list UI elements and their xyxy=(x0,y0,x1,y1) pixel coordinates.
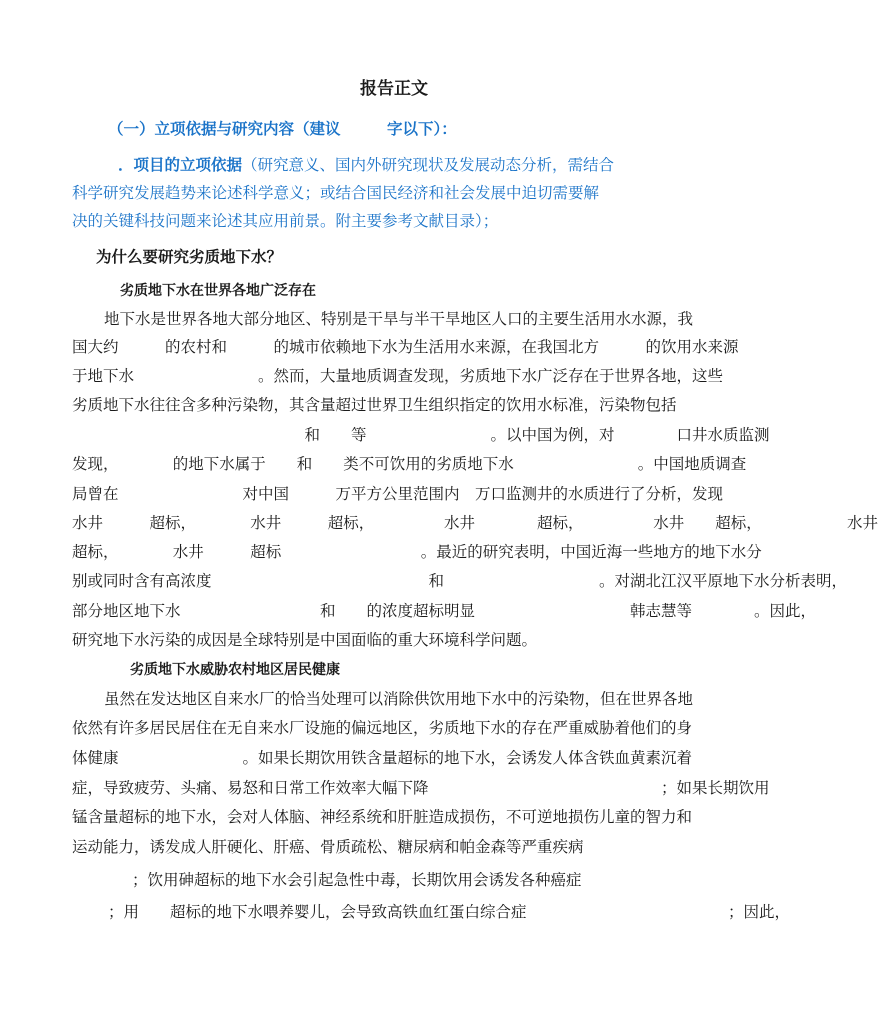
subsection-a-line: 部分地区地下水 和 的浓度超标明显 韩志慧等 。因此， xyxy=(72,602,817,620)
subsection-a-line: 发现， 的地下水属于 和 类不可饮用的劣质地下水 。中国地质调查 xyxy=(72,455,747,473)
item-one-line-3: 决的关键科技问题来论述其应用前景。附主要参考文献目录）； xyxy=(72,212,499,230)
subsection-b-line: 虽然在发达地区自来水厂的恰当处理可以消除供饮用地下水中的污染物，但在世界各地 xyxy=(104,690,694,708)
question-heading: 为什么要研究劣质地下水？ xyxy=(96,247,283,266)
subsection-b-line: ；用 超标的地下水喂养婴儿，会导致高铁血红蛋白综合症 ；因此， xyxy=(108,903,791,921)
subsection-a-line: 劣质地下水往往含多种污染物，其含量超过世界卫生组织指定的饮用水标准，污染物包括 xyxy=(72,396,677,414)
item-one-line-2: 科学研究发展趋势来论述科学意义；或结合国民经济和社会发展中迫切需要解 xyxy=(72,184,600,202)
item-one-desc-1: （研究意义、国内外研究现状及发展动态分析，需结合 xyxy=(242,156,615,174)
subsection-a-line: 别或同时含有高浓度 和 。对湖北江汉平原地下水分析表明， xyxy=(72,572,848,590)
subsection-b-line: 体健康 。如果长期饮用铁含量超标的地下水，会诱发人体含铁血黄素沉着 xyxy=(72,749,693,767)
subsection-a-line: 国大约 的农村和 的城市依赖地下水为生活用水来源，在我国北方 的饮用水来源 xyxy=(72,338,739,356)
report-title: 报告正文 xyxy=(360,79,428,99)
subsection-a-line: 超标， 水井 超标 。最近的研究表明，中国近海一些地方的地下水分 xyxy=(72,543,762,561)
subsection-a-line: 于地下水 。然而，大量地质调查发现，劣质地下水广泛存在于世界各地，这些 xyxy=(72,367,724,385)
section-one-heading: （一）立项依据与研究内容（建议 字以下）： xyxy=(108,119,457,138)
subsection-a-line: 水井 超标， 水井 超标， 水井 超标， 水井 超标， 水井 xyxy=(72,514,878,532)
subsection-b-line: 症，导致疲劳、头痛、易怒和日常工作效率大幅下降 ；如果长期饮用 xyxy=(72,779,770,797)
subsection-b-line: 锰含量超标的地下水，会对人体脑、神经系统和肝脏造成损伤，不可逆地损伤儿童的智力和 xyxy=(72,808,693,826)
subsection-b-line: ；饮用砷超标的地下水会引起急性中毒，长期饮用会诱发各种癌症 xyxy=(132,871,582,889)
item-one-label: ．项目的立项依据 xyxy=(118,155,243,174)
subsection-a-line: 和 等 。以中国为例，对 口井水质监测 xyxy=(72,426,770,444)
subsection-a-line: 研究地下水污染的成因是全球特别是中国面临的重大环境科学问题。 xyxy=(72,631,538,649)
subsection-b-heading: 劣质地下水威胁农村地区居民健康 xyxy=(130,662,340,678)
item-one-line-1 xyxy=(118,155,614,175)
subsection-a-line: 局曾在 对中国 万平方公里范围内 万口监测井的水质进行了分析，发现 xyxy=(72,485,724,503)
subsection-b-line: 运动能力，诱发成人肝硬化、肝癌、骨质疏松、糖尿病和帕金森等严重疾病 xyxy=(72,838,584,856)
subsection-b-line: 依然有许多居民居住在无自来水厂设施的偏远地区，劣质地下水的存在严重威胁着他们的身 xyxy=(72,719,693,737)
subsection-a-heading: 劣质地下水在世界各地广泛存在 xyxy=(120,283,316,299)
subsection-a-line: 地下水是世界各地大部分地区、特别是干旱与半干旱地区人口的主要生活用水水源，我 xyxy=(104,310,694,328)
